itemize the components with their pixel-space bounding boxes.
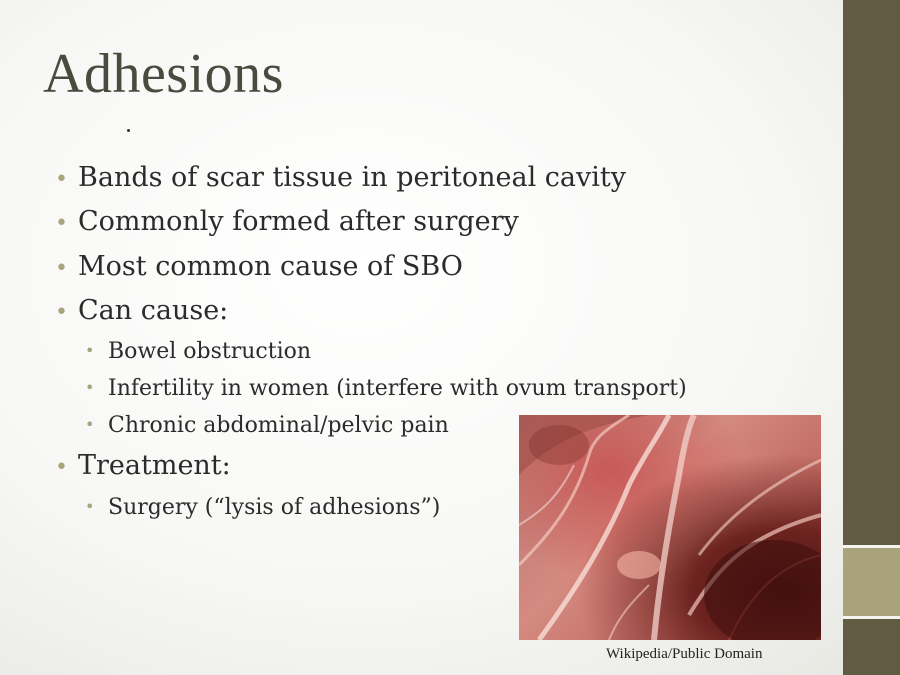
bullet-text: Commonly formed after surgery <box>78 206 519 237</box>
bullet-text: Can cause: <box>78 295 229 326</box>
sub-bullet-item <box>85 492 440 522</box>
bullet-item <box>55 293 228 329</box>
adhesions-endoscopy-photo <box>519 415 821 640</box>
bullet-marker: • <box>55 300 68 325</box>
bullet-marker: • <box>85 497 95 516</box>
bullet-marker: • <box>55 455 68 480</box>
bullet-item <box>55 160 626 196</box>
sub-bullet-text: Bowel obstruction <box>108 339 312 364</box>
sub-bullet-item <box>85 373 687 403</box>
sidebar-divider <box>843 616 900 619</box>
bullet-marker: • <box>55 167 68 192</box>
sub-bullet-text: Chronic abdominal/pelvic pain <box>108 413 449 438</box>
bullet-marker: • <box>85 415 95 434</box>
bullet-text: Bands of scar tissue in peritoneal cavity <box>78 162 627 193</box>
stray-dot <box>127 129 130 132</box>
bullet-text: Treatment: <box>78 450 231 481</box>
sidebar-accent-block <box>843 548 900 616</box>
bullet-text: Most common cause of SBO <box>78 251 463 282</box>
bullet-marker: • <box>85 341 95 360</box>
slide-title: Adhesions <box>43 43 284 105</box>
bullet-item <box>55 204 519 240</box>
image-credit: Wikipedia/Public Domain <box>606 646 763 662</box>
bullet-marker: • <box>55 256 68 281</box>
bullet-marker: • <box>55 211 68 236</box>
adhesion-bands-illustration <box>519 415 821 640</box>
sub-bullet-item <box>85 336 311 366</box>
sub-bullet-text: Infertility in women (interfere with ovum transport) <box>108 376 687 401</box>
bullet-item <box>55 249 463 285</box>
slide-sidebar <box>843 0 900 675</box>
sub-bullet-text: Surgery (“lysis of adhesions”) <box>108 495 441 520</box>
sub-bullet-item <box>85 410 449 440</box>
bullet-item <box>55 448 231 484</box>
bullet-marker: • <box>85 378 95 397</box>
